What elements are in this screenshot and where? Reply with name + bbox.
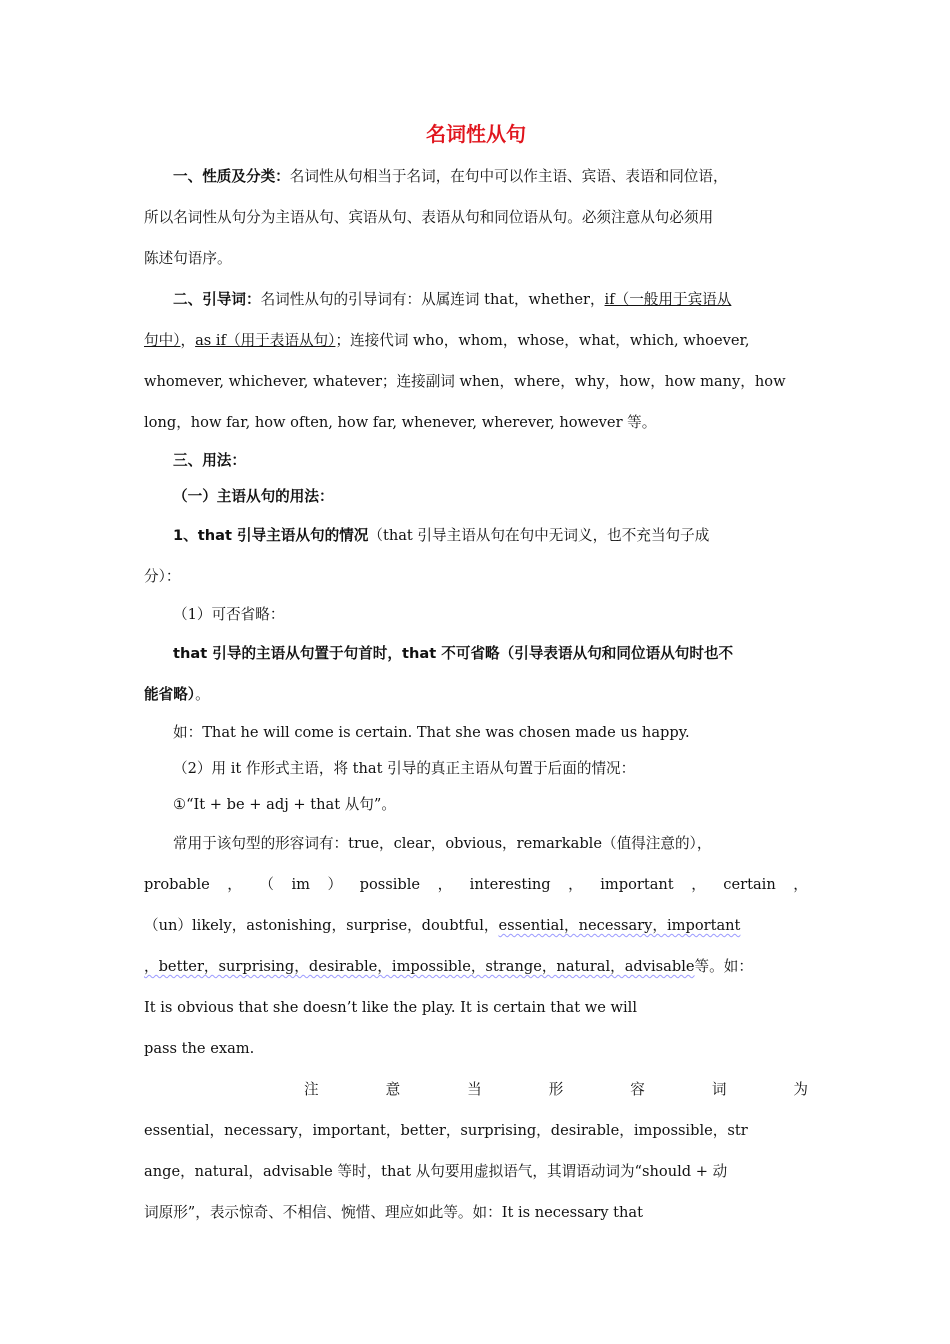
- document-page: [144, 118, 808, 1233]
- rule-line-2-end: 。: [195, 686, 210, 703]
- section-1-text: 名词性从句相当于名词，在句中可以作主语、宾语、表语和同位语，: [289, 168, 728, 185]
- section-2-pronouns: ；连接代词 who，whom，whose，what，which, whoever,: [335, 332, 750, 349]
- subsection-1-heading: （一）主语从句的用法：: [173, 488, 334, 505]
- section-1-paragraph: [144, 156, 808, 197]
- word: ，: [227, 876, 242, 893]
- word: possible: [359, 876, 421, 893]
- adjective-list-marked-2: ，better，surprising，desirable，impossible，strange，natural，advisable: [144, 958, 695, 975]
- note-char: 形: [548, 1081, 564, 1098]
- point-1-sub-1: （1）可否省略：: [173, 606, 285, 623]
- point-1-line-2: 分）：: [144, 568, 181, 585]
- word: ，: [691, 876, 706, 893]
- word: ，: [568, 876, 583, 893]
- word: ，: [437, 876, 453, 893]
- rule-line-1: that 引导的主语从句置于句首时，that 不可省略（引导表语从句和同位语从句时也不: [173, 645, 734, 662]
- point-1-sub-2: （2）用 it 作形式主语，将 that 引导的真正主语从句置于后面的情况：: [173, 760, 636, 777]
- section-2-line-2: [144, 320, 808, 361]
- example-2-line-2: pass the exam.: [144, 1040, 255, 1057]
- section-1-heading: 一、性质及分类：: [173, 168, 290, 185]
- section-1-line-2: 所以名词性从句分为主语从句、宾语从句、表语从句和同位语从句。必须注意从句必须用: [144, 209, 714, 226]
- pattern-1: ①“It + be + adj + that 从句”。: [173, 796, 396, 813]
- section-2-paragraph: [144, 279, 808, 320]
- note-char: 意: [385, 1081, 401, 1098]
- page-title: 名词性从句: [426, 122, 526, 146]
- example-1: 如：That he will come is certain. That she was chosen made us happy.: [173, 724, 690, 741]
- note-char: 词: [711, 1081, 727, 1098]
- section-1-line-3: 陈述句语序。: [144, 250, 232, 267]
- example-2-line-1: It is obvious that she doesn’t like the play. It is certain that we will: [144, 999, 637, 1016]
- note-line-4: 词原形”，表示惊奇、不相信、惋惜、理应如此等。如：It is necessary that: [144, 1204, 643, 1221]
- word: interesting: [469, 876, 551, 893]
- section-2-text: 名词性从句的引导词有：从属连词 that，whether，: [260, 291, 605, 308]
- section-3-heading: 三、用法：: [173, 452, 246, 469]
- adjective-list-line-2: [144, 864, 808, 905]
- word: important: [600, 876, 674, 893]
- note-char: 注: [304, 1081, 319, 1098]
- section-2-if-note: if（一般用于宾语从: [604, 291, 732, 308]
- word: im: [291, 876, 311, 893]
- word: （: [259, 876, 275, 893]
- adjective-list-plain: （un）likely，astonishing，surprise，doubtful，: [144, 917, 499, 934]
- section-2-heading: 二、引导词：: [173, 291, 261, 308]
- point-1-paragraph: [144, 515, 808, 556]
- adjective-list-line-3: [144, 905, 808, 946]
- note-line-2: essential，necessary，important，better，surprising，desirable，impossible，str: [144, 1122, 748, 1139]
- section-2-if-note-end: 句中）: [144, 332, 181, 349]
- adjective-list-line-4: [144, 946, 808, 987]
- section-2-separator: ，: [180, 332, 196, 349]
- point-1-heading: 1、that 引导主语从句的情况: [173, 527, 369, 544]
- word: probable: [144, 876, 210, 893]
- word: ）: [327, 876, 343, 893]
- section-2-line-4: long，how far, how often, how far, whenever, wherever, however 等。: [144, 414, 657, 431]
- rule-line-2: [144, 674, 808, 715]
- adjective-list-marked: essential，necessary，important: [498, 917, 741, 934]
- section-2-as-if-note: as if（用于表语从句）: [195, 332, 336, 349]
- adjective-list-line-1: 常用于该句型的形容词有：true，clear，obvious，remarkable（值得注意的），: [173, 835, 712, 852]
- point-1-text: （that 引导主语从句在句中无词义，也不充当句子成: [368, 527, 710, 544]
- note-char: 容: [630, 1081, 645, 1098]
- word: ，: [793, 876, 808, 893]
- rule-line-2-bold: 能省略）: [144, 686, 196, 703]
- note-char: 当: [467, 1081, 482, 1098]
- note-char: 为: [793, 1081, 808, 1098]
- word: certain: [723, 876, 776, 893]
- adjective-list-end: 等。如：: [694, 958, 753, 975]
- note-line-3: ange，natural，advisable 等时，that 从句要用虚拟语气，其谓语动词为“should + 动: [144, 1163, 728, 1180]
- section-2-line-3: whomever, whichever, whatever；连接副词 when，where，why，how，how many，how: [144, 373, 786, 390]
- note-line-1: [144, 1069, 808, 1110]
